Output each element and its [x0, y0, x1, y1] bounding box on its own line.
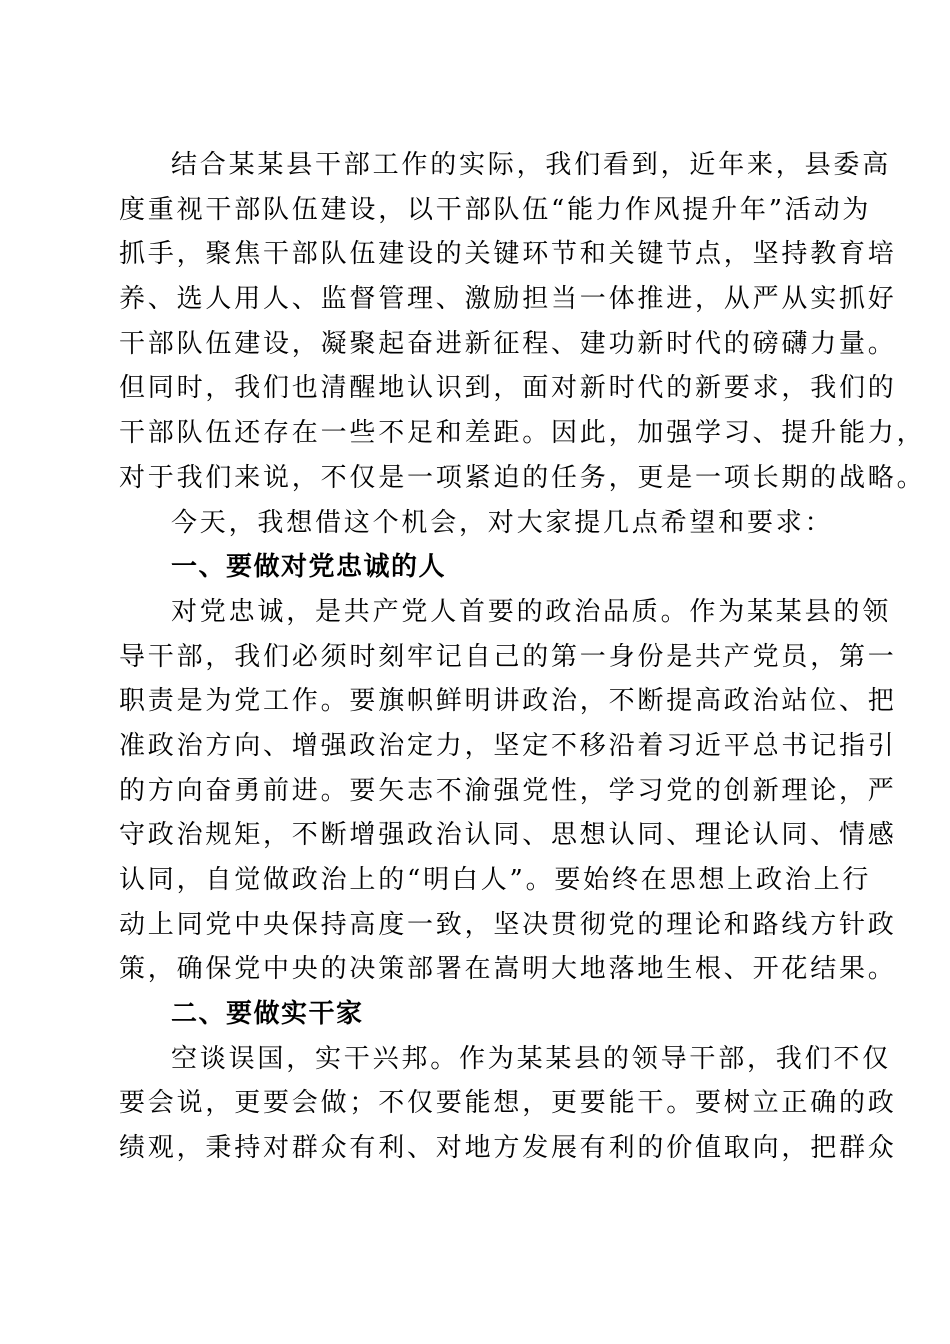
text-line: 准政治方向、增强政治定力，坚定不移沿着习近平总书记指引	[119, 730, 897, 761]
section-heading-doer	[119, 992, 831, 1037]
text-line: 空谈误国，实干兴邦。作为某某县的领导干部，我们不仅	[171, 1043, 892, 1074]
text-line: 守政治规矩，不断增强政治认同、思想认同、理论认同、情感	[119, 820, 897, 851]
paragraph-transition	[119, 501, 834, 546]
text-line: 策，确保党中央的决策部署在嵩明大地落地生根、开花结果。	[119, 954, 897, 985]
text-line: 干部队伍建设，凝聚起奋进新征程、建功新时代的磅礴力量。	[119, 328, 897, 359]
heading-text: 二、要做实干家	[171, 999, 364, 1030]
text-line: 养、选人用人、监督管理、激励担当一体推进，从严从实抓好	[119, 284, 897, 315]
text-line: 职责是为党工作。要旗帜鲜明讲政治，不断提高政治站位、把	[119, 686, 897, 717]
paragraph-intro	[119, 143, 926, 501]
text-line: 要会说，更要会做；不仅要能想，更要能干。要树立正确的政	[119, 1088, 897, 1119]
paragraph-loyalty	[119, 590, 897, 992]
text-line: 动上同党中央保持高度一致，坚决贯彻党的理论和路线方针政	[119, 909, 897, 940]
paragraph-doer	[119, 1037, 897, 1171]
text-line: 但同时，我们也清醒地认识到，面对新时代的新要求，我们的	[119, 373, 897, 404]
text-line: 认同，自觉做政治上的“明白人”。要始终在思想上政治上行	[119, 865, 872, 895]
text-line: 对于我们来说，不仅是一项紧迫的任务，更是一项长期的战略。	[119, 462, 926, 493]
text-line: 绩观，秉持对群众有利、对地方发展有利的价值取向，把群众	[119, 1133, 897, 1164]
heading-text: 一、要做对党忠诚的人	[171, 552, 447, 583]
text-line: 抓手，聚焦干部队伍建设的关键环节和关键节点，坚持教育培	[119, 239, 897, 270]
text-line: 对党忠诚，是共产党人首要的政治品质。作为某某县的领	[171, 596, 892, 627]
text-line: 度重视干部队伍建设，以干部队伍“能力作风提升年”活动为	[119, 194, 872, 225]
text-line: 今天，我想借这个机会，对大家提几点希望和要求：	[171, 507, 834, 538]
text-line: 的方向奋勇前进。要矢志不渝强党性，学习党的创新理论，严	[119, 775, 897, 806]
section-heading-loyalty	[119, 545, 831, 590]
document-body	[119, 143, 926, 1171]
text-line: 结合某某县干部工作的实际，我们看到，近年来，县委高	[171, 150, 892, 180]
text-line: 干部队伍还存在一些不足和差距。因此，加强学习、提升能力，	[119, 418, 926, 449]
text-line: 导干部，我们必须时刻牢记自己的第一身份是共产党员，第一	[119, 641, 897, 672]
